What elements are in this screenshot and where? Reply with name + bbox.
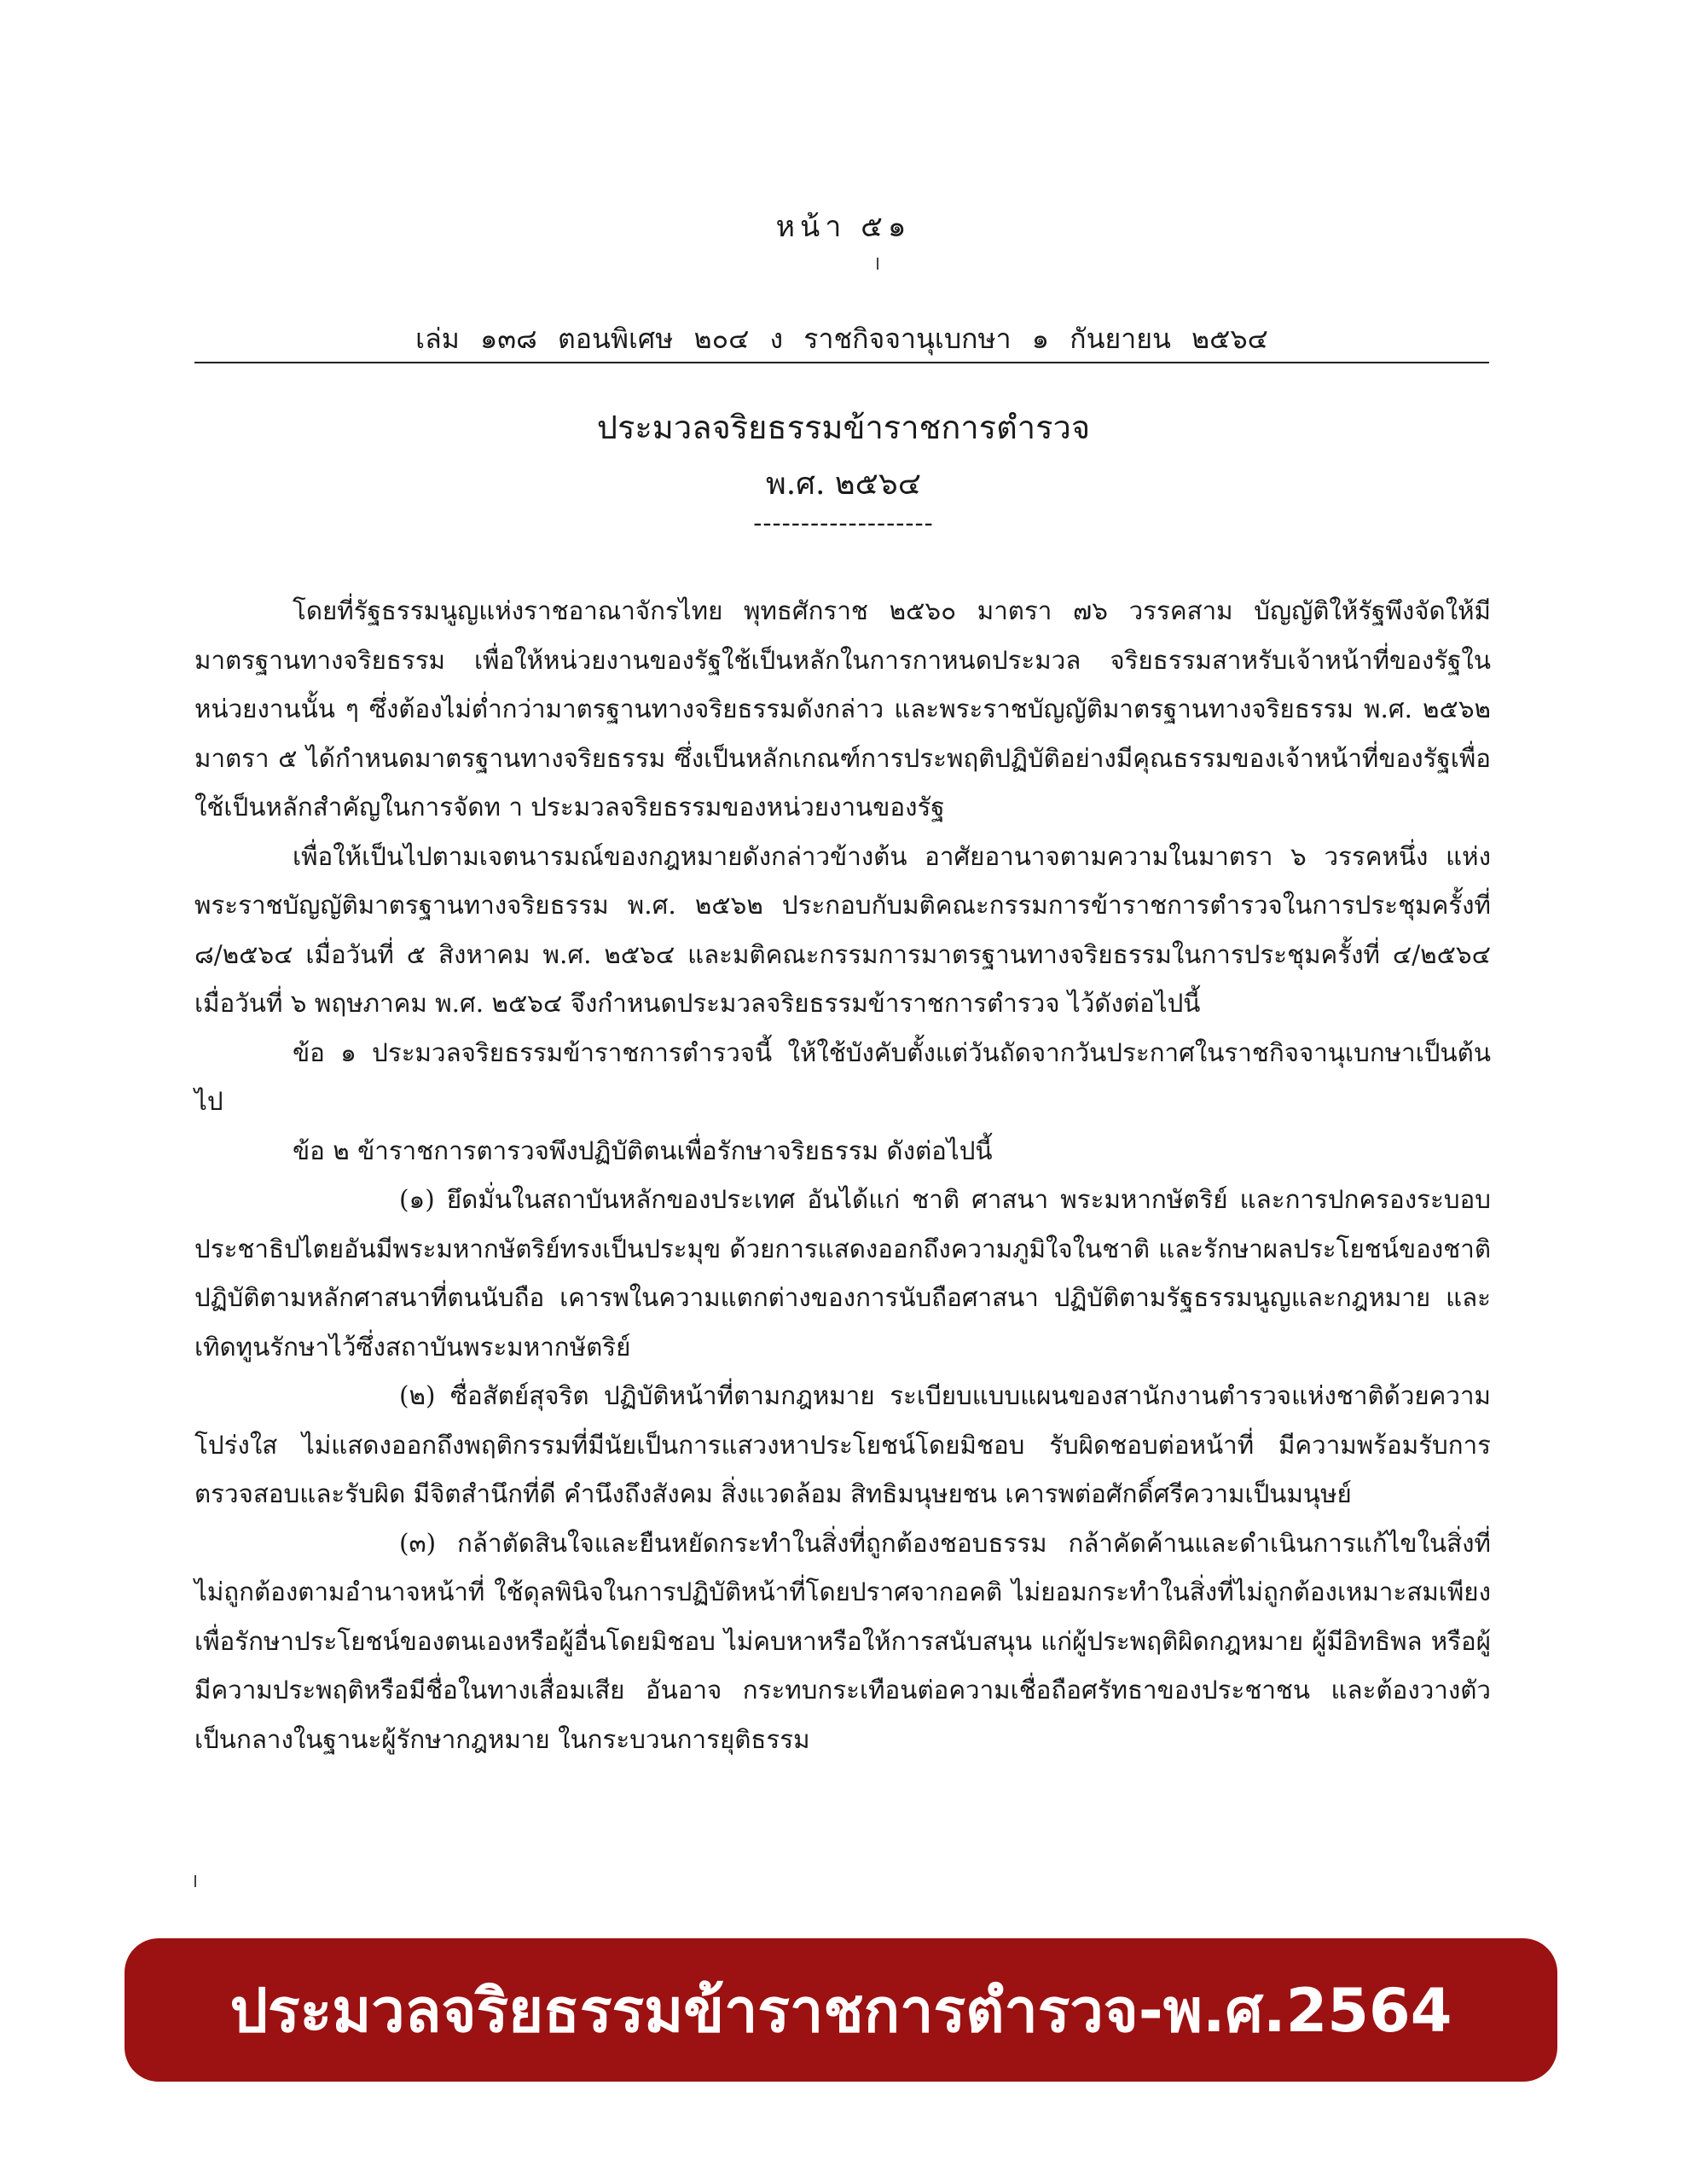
document-title: ประมวลจริยธรรมข้าราชการตำรวจ (596, 409, 1091, 446)
page-number: หน้า ๕๑ (775, 210, 912, 244)
clause-2-item-2: (๒) ซื่อสัตย์สุจริต ปฏิบัติหน้าที่ตามกฎหมาย ระเบียบแบบแผนของสานักงานตำรวจแห่งชาติด้วยความโปร่งใส ไม่แสดงออกถึงพฤติกรรมที่มีนัยเป็นการแสวงหาประโยชน์โดยมิชอบ รับผิดชอบต่อหน้าที่ มีความพร้อมรับการตรวจสอบและรับผิด มีจิตสำนึกที่ดี คำนึงถึงสังคม สิ่งแวดล้อม สิทธิมนุษยชน เคารพต่อศักดิ์ศรีความเป็นมนุษย์ (194, 1381, 1491, 1508)
clause-2: ข้อ ๒ ข้าราชการตารวจพึงปฏิบัติตนเพื่อรักษาจริยธรรม ดังต่อไปนี้ (293, 1136, 993, 1165)
document-year: พ.ศ. ๒๕๖๔ (766, 467, 921, 502)
title-separator: ------------------- (753, 508, 934, 538)
header-divider (194, 362, 1489, 363)
page-mark (877, 258, 878, 270)
title-banner (125, 1938, 1557, 2082)
clause-1: ข้อ ๑ ประมวลจริยธรรมข้าราชการตำรวจนี้ ให้ใช้บังคับตั้งแต่วันถัดจากวันประกาศในราชกิจจานุเบกษาเป็นต้นไป (194, 1037, 1491, 1116)
paragraph-preamble: โดยที่รัฐธรรมนูญแห่งราชอาณาจักรไทย พุทธศักราช ๒๕๖๐ มาตรา ๗๖ วรรคสาม บัญญัติให้รัฐพึงจัดให้มีมาตรฐานทางจริยธรรม เพื่อให้หน่วยงานของรัฐใช้เป็นหลักในการกาหนดประมวล จริยธรรมสาหรับเจ้าหน้าที่ของรัฐในหน่วยงานนั้น ๆ ซึ่งต้องไม่ต่ำกว่ามาตรฐานทางจริยธรรมดังกล่าว และพระราชบัญญัติมาตรฐานทางจริยธรรม พ.ศ. ๒๕๖๒ มาตรา ๕ ได้กำหนดมาตรฐานทางจริยธรรม ซึ่งเป็นหลักเกณฑ์การประพฤติปฏิบัติอย่างมีคุณธรรมของเจ้าหน้าที่ของรัฐเพื่อใช้เป็นหลักสำคัญในการจัดท า ประมวลจริยธรรมของหน่วยงานของรัฐ (194, 596, 1491, 822)
clause-2-item-1: (๑) ยึดมั่นในสถาบันหลักของประเทศ อันได้แก่ ชาติ ศาสนา พระมหากษัตริย์ และการปกครองระบอบประชาธิปไตยอันมีพระมหากษัตริย์ทรงเป็นประมุข ด้วยการแสดงออกถึงความภูมิใจในชาติ และรักษาผลประโยชน์ของชาติ ปฏิบัติตามหลักศาสนาที่ตนนับถือ เคารพในความแตกต่างของการนับถือศาสนา ปฏิบัติตามรัฐธรรมนูญและกฎหมาย และเทิดทูนรักษาไว้ซึ่งสถาบันพระมหากษัตริย์ (194, 1185, 1491, 1362)
document-body (194, 587, 1491, 1764)
banner-title: ประมวลจริยธรรมข้าราชการตำรวจ-พ.ศ.2564 (229, 1975, 1452, 2046)
paragraph-authority: เพื่อให้เป็นไปตามเจตนารมณ์ของกฎหมายดังกล่าวข้างต้น อาศัยอานาจตามความในมาตรา ๖ วรรคหนึ่ง แห่งพระราชบัญญัติมาตรฐานทางจริยธรรม พ.ศ. ๒๕๖๒ ประกอบกับมติคณะกรรมการข้าราชการตำรวจในการประชุมครั้งที่ ๘/๒๕๖๔ เมื่อวันที่ ๕ สิงหาคม พ.ศ. ๒๕๖๔ และมติคณะกรรมการมาตรฐานทางจริยธรรมในการประชุมครั้งที่ ๔/๒๕๖๔ เมื่อวันที่ ๖ พฤษภาคม พ.ศ. ๒๕๖๔ จึงกำหนดประมวลจริยธรรมข้าราชการตำรวจ ไว้ดังต่อไปนี้ (194, 841, 1491, 1018)
clause-2-item-3: (๓) กล้าตัดสินใจและยืนหยัดกระทำในสิ่งที่ถูกต้องชอบธรรม กล้าคัดค้านและดำเนินการแก้ไขในสิ่งที่ไม่ถูกต้องตามอำนาจหน้าที่ ใช้ดุลพินิจในการปฏิบัติหน้าที่โดยปราศจากอคติ ไม่ยอมกระทำในสิ่งที่ไม่ถูกต้องเหมาะสมเพียงเพื่อรักษาประโยชน์ของตนเองหรือผู้อื่นโดยมิชอบ ไม่คบหาหรือให้การสนับสนุน แก่ผู้ประพฤติผิดกฎหมาย ผู้มีอิทธิพล หรือผู้มีความประพฤติหรือมีชื่อในทางเสื่อมเสีย อันอาจ กระทบกระเทือนต่อความเชื่อถือศรัทธาของประชาชน และต้องวางตัวเป็นกลางในฐานะผู้รักษากฎหมาย ในกระบวนการยุติธรรม (194, 1528, 1491, 1754)
page-footer-mark (194, 1875, 196, 1887)
gazette-reference: เล่ม ๑๓๘ ตอนพิเศษ ๒๐๔ ง ราชกิจจานุเบกษา ๑ กันยายน ๒๕๖๔ (415, 322, 1268, 355)
